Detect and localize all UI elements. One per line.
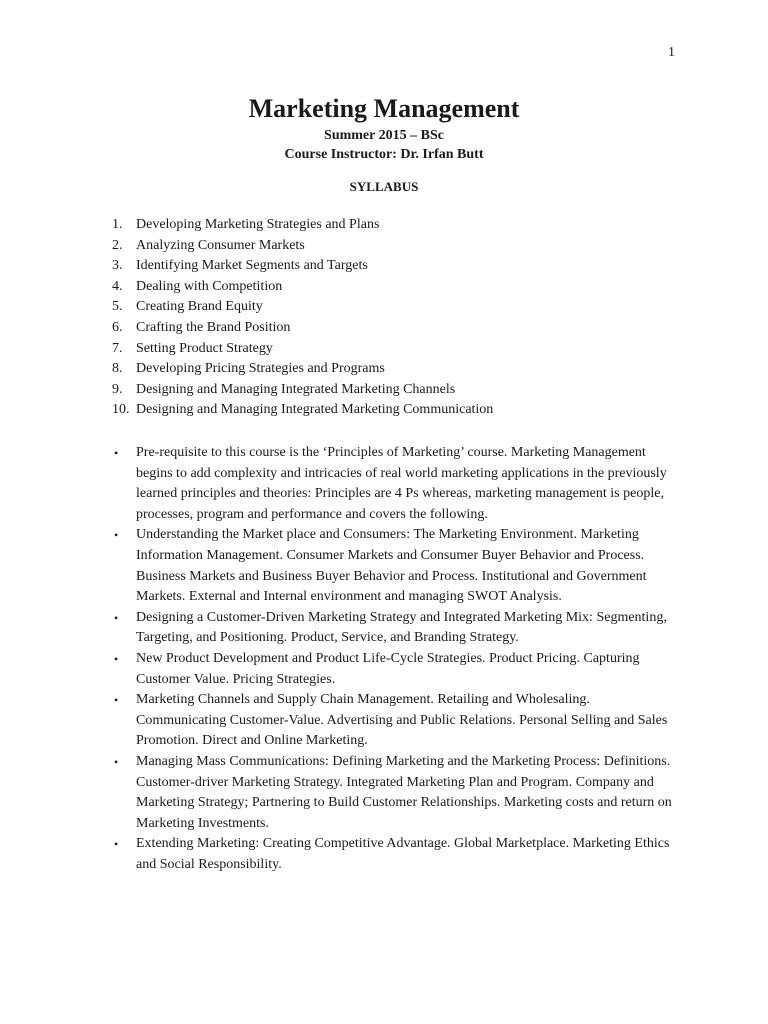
bullet-text: Designing a Customer-Driven Marketing Strategy and Integrated Marketing Mix: Segmenting, Targeting, and Positioning. Product, Service, and Branding Strategy. (136, 609, 667, 646)
topic-item (112, 400, 712, 421)
topic-item (112, 297, 712, 318)
topic-item (112, 236, 712, 257)
topic-number: 6. (112, 319, 123, 335)
syllabus-heading: SYLLABUS (349, 179, 419, 194)
bullet-text: Pre-requisite to this course is the ‘Principles of Marketing’ course. Marketing Management begins to add complexity and intricacies of real world marketing applications in the previously learned principles and theories: Principles are 4 Ps whereas, marketing management is people, processes, program and performance and covers the following. (136, 445, 667, 522)
bullet-icon: • (114, 528, 119, 543)
bullet-text: Managing Mass Communications: Defining Marketing and the Marketing Process: Definitions. Customer-driver Marketing Strategy. Integrated Marketing Plan and Program. Company and Marketing Strategy; Partnering to Build Customer Relationships. Marketing costs and return on Marketing Investments. (136, 753, 672, 831)
topic-item (112, 339, 712, 360)
topic-number: 7. (112, 340, 123, 356)
topic-text: Designing and Managing Integrated Marketing Communication (136, 402, 494, 418)
bullet-item (110, 443, 680, 525)
topic-item (112, 277, 712, 298)
bullet-text: Understanding the Market place and Consumers: The Marketing Environment. Marketing Information Management. Consumer Markets and Consumer Buyer Behavior and Process. Business Markets and Business Buyer Behavior and Process. Institutional and Government Markets. External and Internal environment and managing SWOT Analysis. (136, 527, 647, 605)
topic-text: Identifying Market Segments and Targets (136, 258, 368, 274)
topic-number: 10. (112, 402, 130, 418)
bullet-item (110, 752, 680, 834)
bullet-icon: • (114, 610, 119, 625)
bullet-icon: • (114, 754, 119, 769)
topic-number: 3. (112, 258, 123, 274)
topic-text: Crafting the Brand Position (136, 319, 291, 335)
bullet-item (110, 649, 680, 690)
topic-item (112, 215, 712, 236)
topic-list (112, 215, 712, 421)
topic-item (112, 380, 712, 401)
topic-number: 9. (112, 381, 123, 397)
bullet-icon: • (114, 446, 119, 460)
bullet-item (110, 834, 680, 875)
bullet-text: New Product Development and Product Life-Cycle Strategies. Product Pricing. Capturing Customer Value. Pricing Strategies. (136, 650, 640, 687)
topic-number: 5. (112, 299, 123, 315)
topic-text: Creating Brand Equity (136, 299, 263, 315)
topic-number: 2. (112, 237, 123, 253)
bullet-item (110, 608, 680, 649)
description-list (110, 443, 680, 875)
bullet-icon: • (114, 693, 119, 708)
topic-text: Analyzing Consumer Markets (136, 237, 305, 253)
topic-number: 1. (112, 217, 123, 232)
bullet-text: Extending Marketing: Creating Competitive Advantage. Global Marketplace. Marketing Ethics and Social Responsibility. (136, 836, 670, 872)
topic-text: Setting Product Strategy (136, 340, 273, 356)
topic-text: Developing Pricing Strategies and Programs (136, 361, 385, 377)
topic-item (112, 359, 712, 380)
bullet-icon: • (114, 651, 119, 666)
topic-item (112, 256, 712, 277)
course-instructor: Course Instructor: Dr. Irfan Butt (284, 147, 484, 162)
topic-item (112, 318, 712, 339)
document-title: Marketing Management (248, 94, 520, 123)
topic-number: 8. (112, 361, 123, 377)
page-number: 1 (668, 45, 675, 60)
course-term: Summer 2015 – BSc (324, 128, 444, 143)
bullet-item (110, 525, 680, 607)
topic-text: Developing Marketing Strategies and Plans (136, 217, 380, 232)
topic-text: Dealing with Competition (136, 278, 283, 294)
bullet-item (110, 690, 680, 752)
topic-number: 4. (112, 278, 123, 294)
bullet-icon: • (114, 837, 119, 852)
bullet-text: Marketing Channels and Supply Chain Management. Retailing and Wholesaling. Communicating Customer-Value. Advertising and Public Relations. Personal Selling and Sales Promotion. Direct and Online Marketing. (136, 692, 668, 749)
topic-text: Designing and Managing Integrated Marketing Channels (136, 381, 456, 397)
